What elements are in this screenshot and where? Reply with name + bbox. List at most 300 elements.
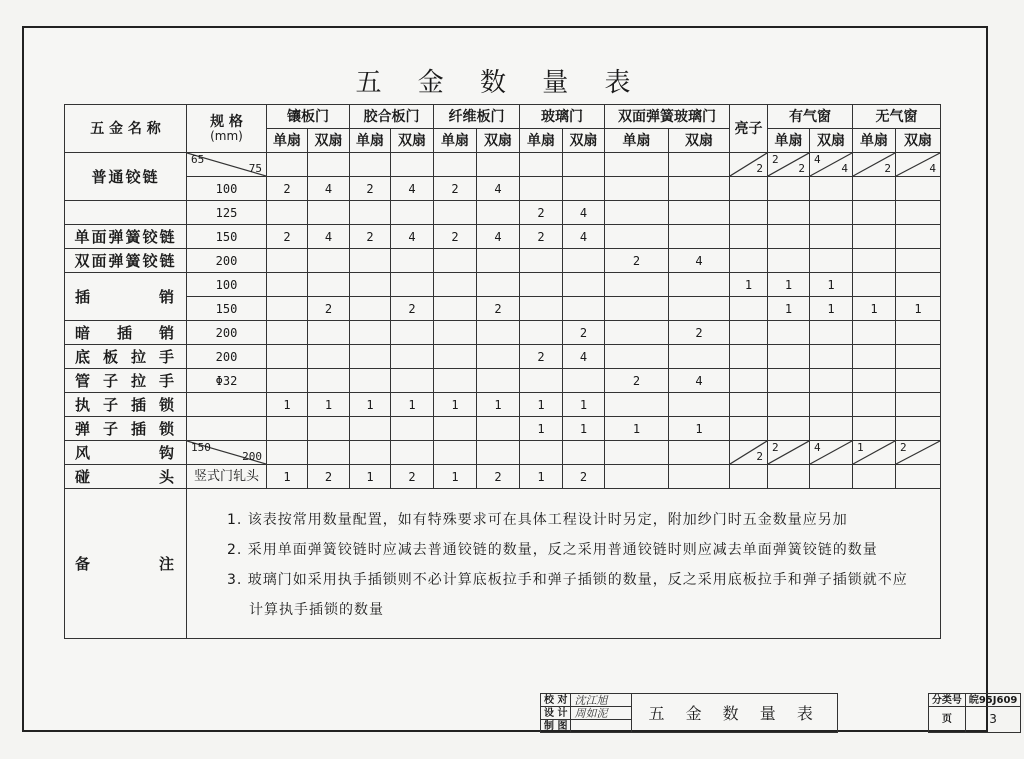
- quantity-cell: [768, 153, 810, 177]
- header-row: [65, 105, 941, 129]
- page-label: 页: [928, 707, 965, 733]
- quantity-cell: [730, 465, 768, 489]
- quantity-cell: 2: [350, 225, 391, 249]
- titleblock-name: 五 金 数 量 表: [632, 694, 837, 733]
- hardware-name: 暗 插 销: [65, 321, 187, 345]
- quantity-cell: [853, 441, 896, 465]
- quantity-cell: [730, 345, 768, 369]
- table-row: [65, 273, 941, 297]
- quantity-cell: [563, 249, 605, 273]
- spec-cell: 125: [187, 201, 267, 225]
- spec-cell: 100: [187, 177, 267, 201]
- draw-label: 制 图: [541, 720, 571, 733]
- quantity-cell: 1: [563, 393, 605, 417]
- title-block: [540, 693, 1021, 733]
- quantity-cell: [308, 249, 350, 273]
- quantity-cell: [605, 465, 669, 489]
- header-single: 单扇: [350, 129, 391, 153]
- quantity-cell: [267, 321, 308, 345]
- quantity-cell: 4: [563, 345, 605, 369]
- quantity-cell: [730, 201, 768, 225]
- quantity-cell: [350, 249, 391, 273]
- notes-row: [65, 489, 941, 639]
- header-single: 单扇: [434, 129, 477, 153]
- quantity-cell: [520, 177, 563, 201]
- header-spec-label: 规 格: [210, 113, 243, 130]
- spec-cell: 150: [187, 297, 267, 321]
- quantity-cell: [477, 345, 520, 369]
- quantity-cell: [669, 297, 730, 321]
- quantity-cell: 4: [477, 225, 520, 249]
- atlas-label: 分类号: [928, 694, 965, 707]
- quantity-cell: 1: [520, 465, 563, 489]
- header-double: 双扇: [896, 129, 941, 153]
- quantity-cell: 4: [308, 225, 350, 249]
- quantity-cell: 1: [768, 297, 810, 321]
- hardware-name: 普通铰链: [65, 153, 187, 201]
- header-group: 双面弹簧玻璃门: [605, 105, 730, 129]
- quantity-cell: 2: [350, 177, 391, 201]
- spec-upper: 65: [191, 153, 205, 166]
- quantity-cell: [730, 177, 768, 201]
- quantity-cell: [669, 465, 730, 489]
- quantity-cell: [350, 297, 391, 321]
- quantity-cell: [605, 441, 669, 465]
- quantity-cell: 1: [267, 393, 308, 417]
- notes-cell: [187, 489, 941, 639]
- quantity-cell: [605, 225, 669, 249]
- hardware-table: [64, 104, 941, 639]
- header-spec: [187, 105, 267, 153]
- quantity-cell: 4: [308, 177, 350, 201]
- table-row: [65, 225, 941, 249]
- quantity-cell: [896, 417, 941, 441]
- quantity-cell: 2: [669, 321, 730, 345]
- quantity-lower: 2: [798, 162, 805, 175]
- quantity-cell: 2: [520, 201, 563, 225]
- quantity-cell: [308, 417, 350, 441]
- quantity-cell: 4: [477, 177, 520, 201]
- quantity-cell: 1: [308, 393, 350, 417]
- quantity-cell: [810, 249, 853, 273]
- quantity-upper: 2: [772, 153, 779, 166]
- quantity-cell: [605, 321, 669, 345]
- quantity-cell: [810, 369, 853, 393]
- header-single: 单扇: [267, 129, 308, 153]
- quantity-cell: 4: [563, 201, 605, 225]
- quantity-cell: 1: [768, 273, 810, 297]
- table-row: [65, 441, 941, 465]
- quantity-cell: [267, 153, 308, 177]
- quantity-cell: [563, 273, 605, 297]
- quantity-cell: [810, 465, 853, 489]
- quantity-cell: [350, 345, 391, 369]
- quantity-value: 4: [929, 162, 936, 175]
- quantity-cell: [434, 297, 477, 321]
- quantity-cell: [768, 393, 810, 417]
- quantity-cell: [730, 393, 768, 417]
- page-title: 五 金 数 量 表: [355, 68, 645, 98]
- note-line: 2. 采用单面弹簧铰链时应减去普通铰链的数量，反之采用普通铰链时则应减去单面弹簧铰链的数量: [227, 542, 878, 558]
- header-group: 有气窗: [768, 105, 853, 129]
- header-group: 无气窗: [853, 105, 941, 129]
- quantity-cell: 1: [391, 393, 434, 417]
- quantity-cell: [768, 441, 810, 465]
- quantity-cell: 1: [477, 393, 520, 417]
- header-group: 胶合板门: [350, 105, 434, 129]
- spec-cell: 200: [187, 249, 267, 273]
- quantity-cell: [896, 225, 941, 249]
- table-row: [65, 321, 941, 345]
- quantity-cell: 2: [434, 177, 477, 201]
- quantity-cell: [267, 273, 308, 297]
- quantity-cell: [669, 177, 730, 201]
- quantity-cell: [477, 369, 520, 393]
- quantity-upper: 4: [814, 153, 821, 166]
- quantity-cell: [810, 225, 853, 249]
- header-spec-unit: (mm): [210, 128, 243, 143]
- quantity-cell: [391, 345, 434, 369]
- quantity-cell: [605, 273, 669, 297]
- quantity-lower: 4: [841, 162, 848, 175]
- quantity-cell: [391, 417, 434, 441]
- notes-label: 备 注: [65, 489, 187, 639]
- quantity-cell: [267, 441, 308, 465]
- table-row: [65, 345, 941, 369]
- quantity-cell: [810, 153, 853, 177]
- quantity-value: 2: [772, 441, 779, 454]
- quantity-cell: [853, 321, 896, 345]
- quantity-cell: [391, 273, 434, 297]
- quantity-cell: [853, 177, 896, 201]
- note-line: 3. 玻璃门如采用执手插锁则不必计算底板拉手和弹子插锁的数量，反之采用底板拉手和弹子插锁就不应: [227, 572, 908, 588]
- quantity-cell: [267, 201, 308, 225]
- table-row: [65, 177, 941, 201]
- quantity-cell: [267, 369, 308, 393]
- quantity-cell: [520, 441, 563, 465]
- quantity-cell: [267, 417, 308, 441]
- quantity-cell: 1: [853, 297, 896, 321]
- quantity-cell: [853, 249, 896, 273]
- quantity-cell: 1: [350, 393, 391, 417]
- hardware-name: 管 子 拉 手: [65, 369, 187, 393]
- quantity-cell: 2: [605, 369, 669, 393]
- quantity-cell: [669, 225, 730, 249]
- quantity-cell: [520, 321, 563, 345]
- quantity-cell: [810, 345, 853, 369]
- hardware-name: 风 钩: [65, 441, 187, 465]
- quantity-cell: [768, 201, 810, 225]
- header-group: 亮子: [730, 105, 768, 153]
- header-single: 单扇: [520, 129, 563, 153]
- quantity-cell: [434, 417, 477, 441]
- quantity-cell: [853, 153, 896, 177]
- quantity-cell: [605, 201, 669, 225]
- quantity-cell: [730, 417, 768, 441]
- quantity-cell: [730, 249, 768, 273]
- header-single: 单扇: [853, 129, 896, 153]
- quantity-cell: [520, 297, 563, 321]
- quantity-cell: [434, 441, 477, 465]
- quantity-cell: [730, 369, 768, 393]
- header-group: 纤维板门: [434, 105, 520, 129]
- quantity-cell: [308, 153, 350, 177]
- quantity-cell: [853, 369, 896, 393]
- quantity-cell: 4: [391, 225, 434, 249]
- spec-cell: Φ32: [187, 369, 267, 393]
- quantity-cell: 1: [896, 297, 941, 321]
- quantity-cell: 2: [605, 249, 669, 273]
- spec-cell: 100: [187, 273, 267, 297]
- quantity-cell: [350, 201, 391, 225]
- header-double: 双扇: [308, 129, 350, 153]
- spec-cell: 200: [187, 321, 267, 345]
- hardware-name: [65, 201, 187, 225]
- quantity-cell: [308, 321, 350, 345]
- quantity-cell: [896, 345, 941, 369]
- quantity-cell: 4: [669, 249, 730, 273]
- quantity-cell: [810, 393, 853, 417]
- quantity-cell: [477, 249, 520, 273]
- quantity-cell: [477, 441, 520, 465]
- check-label: 校 对: [541, 694, 571, 707]
- quantity-cell: [896, 321, 941, 345]
- quantity-cell: [477, 273, 520, 297]
- quantity-cell: [896, 249, 941, 273]
- quantity-cell: 2: [563, 465, 605, 489]
- quantity-cell: [434, 201, 477, 225]
- quantity-cell: [730, 321, 768, 345]
- quantity-cell: 2: [563, 321, 605, 345]
- quantity-cell: [350, 369, 391, 393]
- quantity-cell: 1: [810, 297, 853, 321]
- quantity-cell: 4: [391, 177, 434, 201]
- quantity-cell: [605, 393, 669, 417]
- quantity-cell: [308, 369, 350, 393]
- note-line: 1. 该表按常用数量配置，如有特殊要求可在具体工程设计时另定，附加纱门时五金数量应另加: [227, 512, 848, 528]
- check-signature: 沈江旭: [571, 694, 632, 707]
- quantity-cell: [669, 393, 730, 417]
- quantity-cell: [605, 297, 669, 321]
- spec-cell: [187, 441, 267, 465]
- quantity-cell: [563, 369, 605, 393]
- hardware-name: 插 销: [65, 273, 187, 321]
- quantity-cell: [810, 201, 853, 225]
- note-line: 计算执手插锁的数量: [249, 602, 384, 618]
- hardware-name: 碰 头: [65, 465, 187, 489]
- atlas-number: 皖95J609: [965, 694, 1021, 707]
- quantity-value: 1: [857, 441, 864, 454]
- header-double: 双扇: [669, 129, 730, 153]
- quantity-cell: 1: [267, 465, 308, 489]
- quantity-cell: [768, 321, 810, 345]
- hardware-name: 底 板 拉 手: [65, 345, 187, 369]
- header-double: 双扇: [810, 129, 853, 153]
- quantity-cell: [896, 393, 941, 417]
- quantity-cell: 1: [810, 273, 853, 297]
- quantity-cell: 1: [434, 465, 477, 489]
- quantity-cell: [563, 441, 605, 465]
- quantity-cell: [669, 153, 730, 177]
- quantity-cell: 1: [605, 417, 669, 441]
- quantity-cell: [669, 201, 730, 225]
- header-double: 双扇: [391, 129, 434, 153]
- quantity-cell: [896, 465, 941, 489]
- hardware-name: 单面弹簧铰链: [65, 225, 187, 249]
- quantity-cell: [730, 225, 768, 249]
- header-group: 镶板门: [267, 105, 350, 129]
- table-row: [65, 393, 941, 417]
- quantity-cell: 2: [477, 465, 520, 489]
- quantity-cell: 1: [730, 273, 768, 297]
- quantity-cell: [896, 441, 941, 465]
- quantity-cell: [730, 153, 768, 177]
- quantity-cell: [768, 225, 810, 249]
- quantity-cell: [520, 369, 563, 393]
- quantity-value: 2: [900, 441, 907, 454]
- spec-cell: [187, 393, 267, 417]
- quantity-cell: 2: [434, 225, 477, 249]
- quantity-cell: [477, 321, 520, 345]
- quantity-cell: [810, 441, 853, 465]
- quantity-cell: [350, 417, 391, 441]
- design-signature: 周如泥: [571, 707, 632, 720]
- quantity-cell: [768, 249, 810, 273]
- quantity-cell: [853, 225, 896, 249]
- header-double: 双扇: [477, 129, 520, 153]
- spec-cell: 150: [187, 225, 267, 249]
- hardware-name: 执 子 插 锁: [65, 393, 187, 417]
- hardware-name: 弹 子 插 锁: [65, 417, 187, 441]
- quantity-value: 4: [814, 441, 821, 454]
- spec-upper: 150: [191, 441, 211, 454]
- quantity-cell: [391, 321, 434, 345]
- quantity-cell: [896, 153, 941, 177]
- quantity-cell: [896, 369, 941, 393]
- spec-cell: [187, 153, 267, 177]
- header-group: 玻璃门: [520, 105, 605, 129]
- quantity-cell: [730, 441, 768, 465]
- quantity-cell: [896, 177, 941, 201]
- quantity-cell: [350, 273, 391, 297]
- design-label: 设 计: [541, 707, 571, 720]
- quantity-cell: [434, 321, 477, 345]
- quantity-cell: [853, 201, 896, 225]
- spec-lower: 200: [242, 450, 262, 463]
- quantity-cell: 2: [391, 297, 434, 321]
- quantity-cell: [308, 273, 350, 297]
- quantity-cell: [853, 273, 896, 297]
- quantity-cell: [520, 273, 563, 297]
- page-number: 3: [965, 707, 1021, 733]
- quantity-cell: [391, 249, 434, 273]
- quantity-cell: [768, 369, 810, 393]
- table-row: [65, 369, 941, 393]
- quantity-cell: [308, 201, 350, 225]
- quantity-cell: 2: [520, 345, 563, 369]
- quantity-cell: 2: [308, 465, 350, 489]
- table-row: [65, 465, 941, 489]
- quantity-cell: 1: [563, 417, 605, 441]
- header-double: 双扇: [563, 129, 605, 153]
- quantity-cell: 2: [520, 225, 563, 249]
- quantity-cell: 4: [563, 225, 605, 249]
- quantity-cell: [605, 177, 669, 201]
- quantity-value: 2: [756, 162, 763, 175]
- quantity-cell: [520, 153, 563, 177]
- quantity-cell: [730, 297, 768, 321]
- quantity-cell: [810, 321, 853, 345]
- table-row: [65, 153, 941, 177]
- header-name: 五 金 名 称: [65, 105, 187, 153]
- spec-cell: 竖式门轧头: [187, 465, 267, 489]
- quantity-cell: 1: [434, 393, 477, 417]
- quantity-cell: [768, 345, 810, 369]
- quantity-cell: 1: [520, 417, 563, 441]
- quantity-cell: 1: [669, 417, 730, 441]
- quantity-cell: [853, 393, 896, 417]
- quantity-cell: [520, 249, 563, 273]
- quantity-cell: [308, 441, 350, 465]
- quantity-cell: [350, 153, 391, 177]
- quantity-cell: 2: [308, 297, 350, 321]
- quantity-cell: [477, 201, 520, 225]
- quantity-cell: [434, 345, 477, 369]
- quantity-cell: [477, 417, 520, 441]
- quantity-cell: 1: [350, 465, 391, 489]
- quantity-cell: [350, 441, 391, 465]
- quantity-cell: [563, 177, 605, 201]
- quantity-cell: 4: [669, 369, 730, 393]
- spec-cell: [187, 417, 267, 441]
- table-row: [65, 297, 941, 321]
- quantity-cell: 2: [267, 177, 308, 201]
- quantity-cell: [434, 249, 477, 273]
- quantity-cell: [350, 321, 391, 345]
- quantity-cell: [768, 465, 810, 489]
- quantity-cell: [605, 153, 669, 177]
- quantity-cell: [267, 297, 308, 321]
- quantity-cell: [669, 273, 730, 297]
- quantity-value: 2: [884, 162, 891, 175]
- spec-lower: 75: [248, 162, 262, 175]
- quantity-cell: [477, 153, 520, 177]
- hardware-name: 双面弹簧铰链: [65, 249, 187, 273]
- quantity-cell: [810, 177, 853, 201]
- quantity-cell: [896, 201, 941, 225]
- table-row: [65, 417, 941, 441]
- quantity-cell: [563, 297, 605, 321]
- quantity-cell: [669, 345, 730, 369]
- quantity-cell: 1: [520, 393, 563, 417]
- quantity-value: 2: [756, 450, 763, 463]
- quantity-cell: [669, 441, 730, 465]
- quantity-cell: [434, 153, 477, 177]
- quantity-cell: [308, 345, 350, 369]
- quantity-cell: [434, 273, 477, 297]
- quantity-cell: [768, 417, 810, 441]
- quantity-cell: [391, 369, 434, 393]
- quantity-cell: [853, 417, 896, 441]
- quantity-cell: [434, 369, 477, 393]
- table-row: [65, 249, 941, 273]
- quantity-cell: [267, 249, 308, 273]
- quantity-cell: [768, 177, 810, 201]
- quantity-cell: 2: [391, 465, 434, 489]
- spec-cell: 200: [187, 345, 267, 369]
- quantity-cell: [391, 153, 434, 177]
- quantity-cell: [810, 417, 853, 441]
